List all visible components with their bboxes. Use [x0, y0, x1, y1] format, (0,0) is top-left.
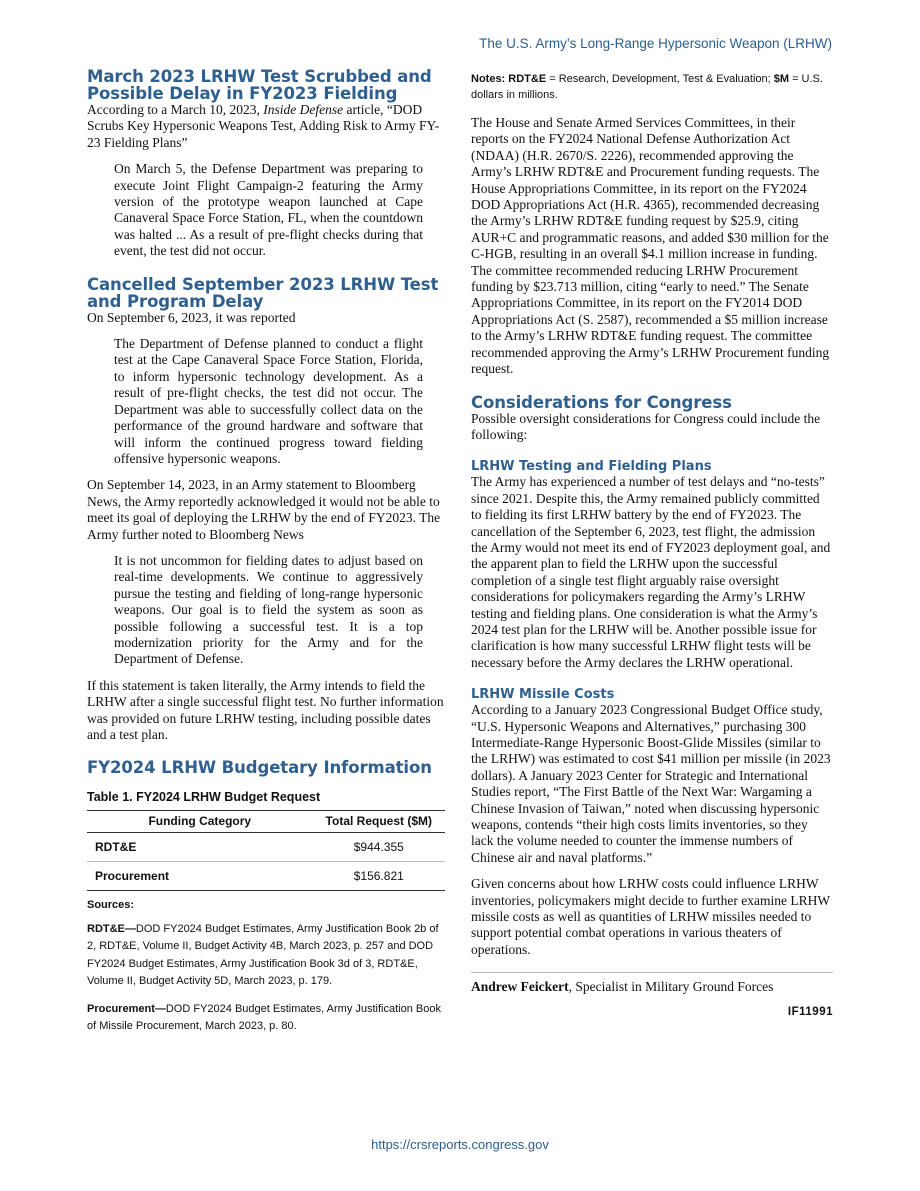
source-rdte — [87, 921, 445, 991]
source-text: DOD FY2024 Budget Estimates, Army Justification Book of Missile Procurement, March 2023, p. 80. — [87, 1002, 441, 1033]
block-quote: The Department of Defense planned to conduct a flight test at the Cape Canaveral Space Force Station, Florida, to inform hypersonic technology development. As a result of pre-flight checks, the test did not occur. The Department was able to successfully collect data on the performance of the ground hardware and software that will inform the continued progress toward fielding offensive hypersonic weapons. — [114, 336, 423, 466]
block-quote: It is not uncommon for fielding dates to adjust based on real-time developments. We continue to aggressively pursue the testing and fielding of long-range hypersonic weapons. Our goal is to field the system as soon as possible following a successful test. It is a top modernization priority for the Army and for the Department of Defense. — [114, 552, 423, 667]
source-label: RDT&E— — [87, 922, 136, 935]
notes-text: = Research, Development, Test & Evaluation; — [546, 73, 774, 85]
table-cell-category: RDT&E — [87, 833, 313, 862]
table-cell-category: Procurement — [87, 862, 313, 891]
author-title: , Specialist in Military Ground Forces — [568, 979, 774, 995]
source-label: Procurement— — [87, 1002, 166, 1015]
table-row — [87, 862, 445, 891]
author-name: Andrew Feickert — [471, 979, 569, 995]
paragraph: If this statement is taken literally, the Army intends to field the LRHW after a single successful flight test. No further information was provided on future LRHW testing, including possible dates and a test plan. — [87, 677, 444, 742]
table-title: Table 1. FY2024 LRHW Budget Request — [87, 790, 321, 805]
paragraph: Possible oversight considerations for Congress could include the following: — [471, 410, 821, 442]
table-notes — [471, 71, 833, 103]
paragraph: On September 6, 2023, it was reported — [87, 309, 296, 325]
section-heading-september-test: Cancelled September 2023 LRHW Test and Program Delay — [87, 274, 439, 311]
source-text: DOD FY2024 Budget Estimates, Army Justification Book 2b of 2, RDT&E, Volume II, Budget Activity 4B, March 2023, p. 257 and DOD FY2024 Budget Estimates, Army Justification Book 3d of 3, RDT&E, Volume II, Budget Activity 5D, March 2023, p. 179. — [87, 922, 439, 988]
sources-label — [87, 897, 445, 915]
column-header-category: Funding Category — [87, 811, 313, 833]
paragraph: On September 14, 2023, in an Army statement to Bloomberg News, the Army reportedly acknowledged it would not be able to meet its goal of deploying the LRHW by the end of FY2023. The Army further noted to Bloomberg News — [87, 477, 441, 542]
block-quote: On March 5, the Defense Department was preparing to execute Joint Flight Campaign-2 featuring the Army version of the prototype weapon launched at Cape Canaveral Space Force Station, FL, when the countdown was halted ... As a result of pre-flight checks during that event, the test did not occur. — [114, 161, 423, 259]
section-heading-budget: FY2024 LRHW Budgetary Information — [87, 758, 432, 778]
subheading-costs: LRHW Missile Costs — [471, 687, 615, 703]
report-id: IF11991 — [787, 1005, 833, 1018]
table-cell-value: $156.821 — [313, 862, 445, 891]
notes-label: Notes: — [471, 73, 509, 85]
source-procurement — [87, 1001, 445, 1036]
section-heading-considerations: Considerations for Congress — [471, 392, 732, 412]
divider — [471, 972, 833, 973]
section-heading-march-test: March 2023 LRHW Test Scrubbed and Possible Delay in FY2023 Fielding — [87, 67, 432, 103]
source-title: Inside Defense — [263, 102, 344, 117]
subheading-testing: LRHW Testing and Fielding Plans — [471, 459, 712, 475]
notes-term: $M — [773, 73, 790, 85]
text: article, “DOD Scrubs Key Hypersonic Weapons Test, Adding Risk to Army FY-23 Fielding Plans” — [87, 102, 440, 150]
paragraph — [87, 102, 445, 151]
table-header-row — [87, 811, 445, 833]
text: According to a March 10, 2023, — [87, 102, 264, 117]
left-column — [87, 68, 445, 1036]
author-line — [471, 979, 833, 995]
sources-heading: Sources: — [87, 899, 135, 912]
footer-link[interactable]: https://crsreports.congress.gov — [371, 1137, 549, 1152]
paragraph: The House and Senate Armed Services Committees, in their reports on the FY2024 National Defense Authorization Act (NDAA) (H.R. 2670/S. 2226), recommended approving the Army’s LRHW RDT&E and Procurement funding requests. The House Appropriations Committee, in its report on the FY2024 DOD Appropriations Act (H.R. 4365), recommended decreasing the Army’s LRHW RDT&E funding request by $25.9, citing AUR+C and programmatic reasons, and added $30 million for the C-HGB, resulting in an overall $4.1 million increase in funding. The committee recommended reducing LRHW Procurement funding by $23.713 million, citing “early to need.” The Senate Appropriations Committee, in its report on the FY2014 DOD Appropriations Act (S. 2587), recommended a $5 million increase to the Army’s LRHW RDT&E funding request. The committee recommended approving the Army’s LRHW Procurement funding request. — [471, 115, 830, 377]
column-header-total: Total Request ($M) — [313, 811, 445, 833]
notes-term: RDT&E — [508, 73, 547, 85]
notes-text: = U.S. dollars in millions. — [471, 73, 823, 101]
table-row — [87, 833, 445, 862]
paragraph: The Army has experienced a number of test delays and “no-tests” since 2021. Despite this, the Army remained publicly committed to fielding its first LRHW battery by the end of FY2023. The cancellation of the September 6, 2023, test flight, the admission the Army would not meet its end of FY2023 deployment goal, and the apparent plan to field the LRHW upon the successful completion of a single test flight arguably raise oversight considerations for policymakers regarding the Army’s LRHW testing and fielding plans. One consideration is what the Army’s 2024 test plan for the LRHW will be. Another possible issue for clarification is how many successful LRHW flight tests will be necessary before the Army declares the LRHW operational. — [471, 474, 831, 670]
right-column — [471, 68, 833, 1018]
running-header: The U.S. Army’s Long-Range Hypersonic Weapon (LRHW) — [479, 36, 832, 51]
paragraph: According to a January 2023 Congressional Budget Office study, “U.S. Hypersonic Weapons and Alternatives,” purchasing 300 Intermediate-Range Hypersonic Boost-Glide Missiles (similar to the LRHW) was estimated to cost $41 million per missile (in 2023 dollars). A January 2023 Center for Strategic and International Studies report, “The First Battle of the Next War: Wargaming a Chinese Invasion of Taiwan,” noted when discussing hypersonic weapons, contends “their high costs limits inventories, so they lack the volume needed to counter the immense numbers of Chinese air and naval platforms.” — [471, 702, 831, 865]
budget-table — [87, 810, 445, 891]
table-cell-value: $944.355 — [313, 833, 445, 862]
paragraph: Given concerns about how LRHW costs could influence LRHW inventories, policymakers might decide to further examine LRHW missile costs as well as quantities of LRHW missiles needed to support potential combat operations in various theaters of operations. — [471, 876, 830, 957]
